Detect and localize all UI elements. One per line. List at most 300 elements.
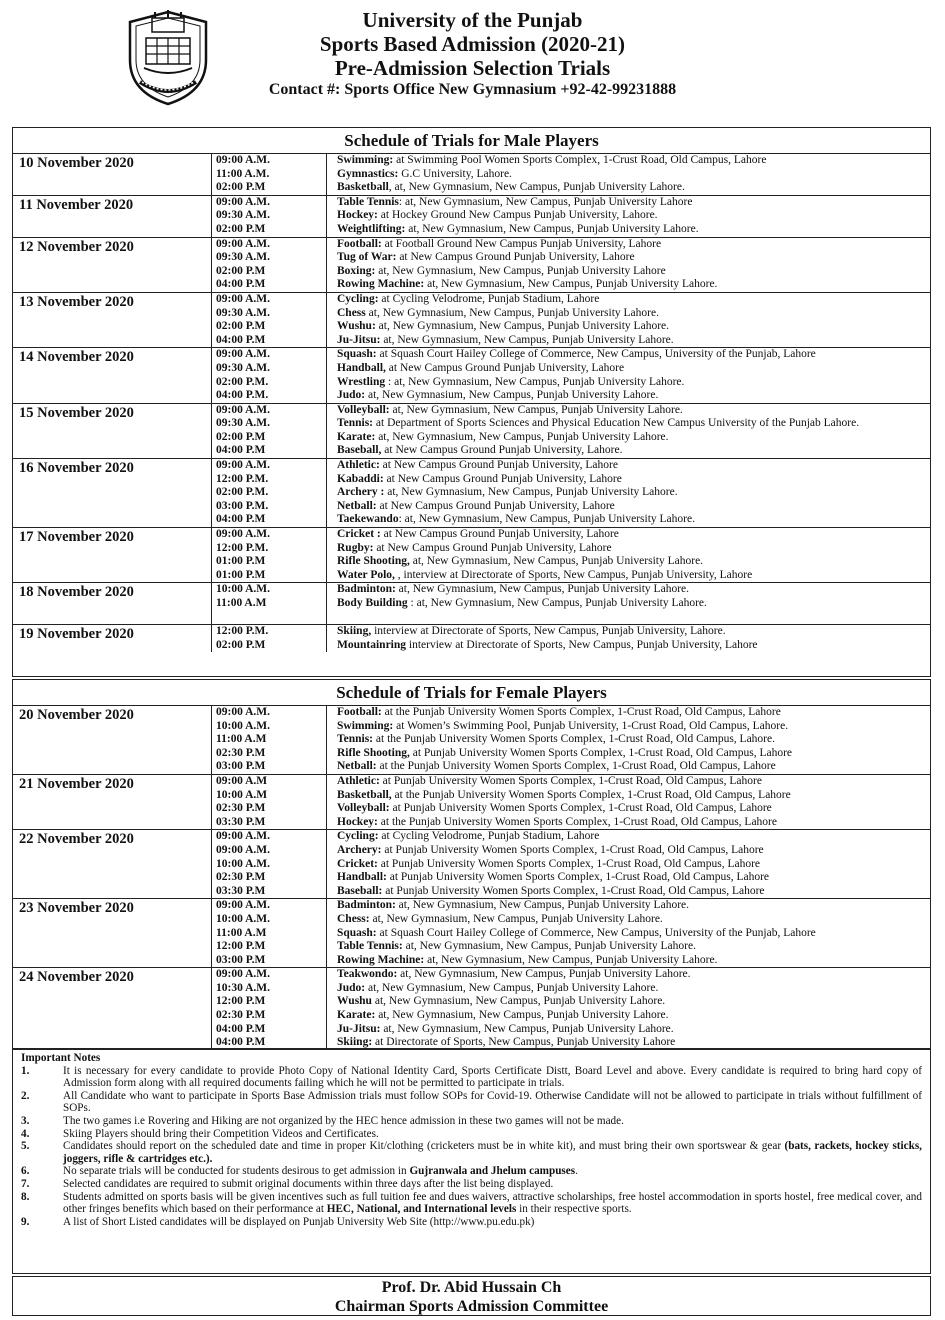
trial-activity — [337, 597, 930, 611]
schedule-day-row — [13, 899, 930, 968]
sport-name: Baseball: — [337, 884, 383, 897]
trial-times — [212, 154, 327, 195]
sport-name: Handball: — [337, 871, 387, 884]
trial-time: 09:00 A.M. — [216, 403, 270, 416]
sport-name: Judo: — [337, 389, 366, 402]
trial-activity — [337, 858, 930, 872]
venue-detail: at, New Gymnasium, New Campus, Punjab University Lahore. — [395, 899, 689, 912]
trial-time: 09:00 A.M. — [216, 843, 270, 856]
trial-activity — [337, 417, 930, 431]
trial-date: 21 November 2020 — [13, 774, 212, 829]
trial-time: 09:30 A.M. — [216, 251, 270, 264]
schedule-day-row — [13, 774, 930, 829]
notes-title: Important Notes — [21, 1052, 101, 1064]
venue-detail: at New Campus Ground Punjab University, Lahore — [376, 499, 615, 512]
trial-date: 23 November 2020 — [13, 899, 212, 968]
venue-detail: at, New Gymnasium, New Campus, Punjab University Lahore. — [380, 333, 674, 346]
trial-date: 17 November 2020 — [13, 528, 212, 583]
trial-activity — [337, 473, 930, 487]
trial-activity — [337, 789, 930, 803]
schedule-day-row — [13, 348, 930, 403]
venue-detail: at Directorate of Sports, New Campus, Punjab University Lahore — [372, 1036, 676, 1049]
venue-detail: at Department of Sports Sciences and Physical Education New Campus University of the Punjab Lahore. — [373, 417, 860, 430]
trial-activity — [337, 376, 930, 390]
trials-title: Pre-Admission Selection Trials — [334, 56, 611, 80]
trial-time: 09:00 A.M. — [216, 348, 270, 361]
note-body: Selected candidates are required to submit original documents within three days after the list being displayed. — [63, 1177, 554, 1190]
trial-date: 19 November 2020 — [13, 625, 212, 653]
trial-activities — [327, 348, 931, 403]
sport-name: Table Tennis — [337, 195, 399, 208]
trial-time: 09:00 A.M. — [216, 706, 270, 718]
trial-activity — [337, 871, 930, 885]
trial-time: 02:00 P.M. — [216, 375, 269, 388]
note-item — [21, 1115, 922, 1128]
trial-time: 02:30 P.M — [216, 746, 266, 759]
trial-activity — [337, 444, 930, 458]
trial-time: 09:00 A.M — [216, 774, 268, 787]
document-header — [0, 0, 945, 120]
admission-title: Sports Based Admission (2020-21) — [319, 32, 626, 56]
trial-activity — [337, 209, 930, 223]
schedule-day-row — [13, 195, 930, 237]
trial-activities — [327, 292, 931, 347]
venue-detail: : at, New Gymnasium, New Campus, Punjab University Lahore. — [407, 597, 707, 609]
trial-time: 10:00 A.M. — [216, 912, 270, 925]
note-number: 6. — [21, 1165, 30, 1178]
sport-name: Athletic: — [337, 774, 380, 787]
trial-date: 18 November 2020 — [13, 583, 212, 625]
venue-detail: at, New Gymnasium, New Campus, Punjab University Lahore. — [375, 320, 669, 333]
trial-date: 10 November 2020 — [13, 154, 212, 195]
trial-time: 09:00 A.M. — [216, 968, 270, 981]
venue-detail: at, New Gymnasium, New Campus, Punjab University Lahore. — [409, 555, 704, 568]
trial-time: 02:00 P.M — [216, 430, 266, 443]
trial-activity — [337, 181, 930, 195]
venue-detail: at, New Gymnasium, New Campus, Punjab University Lahore. — [405, 222, 699, 235]
trial-times — [212, 237, 327, 292]
schedule-day-row — [13, 528, 930, 583]
trial-activity — [337, 528, 930, 542]
venue-detail: at Punjab University Women Sports Complex, 1-Crust Road, Old Campus, Lahore — [382, 884, 765, 897]
sport-name: Handball, — [337, 361, 386, 374]
trial-time: 09:30 A.M. — [216, 209, 270, 222]
venue-detail: at, New Gymnasium, New Campus, Punjab University Lahore — [375, 264, 666, 277]
trial-activity — [337, 348, 930, 362]
venue-detail: at New Campus Ground Punjab University, Lahore — [380, 528, 619, 541]
trial-time: 09:00 A.M. — [216, 292, 270, 305]
note-body: No separate trials will be conducted for students desirous to get admission in — [63, 1165, 410, 1178]
sport-name: Volleyball: — [337, 802, 390, 815]
trial-time: 04:00 P.M — [216, 278, 266, 291]
sport-name: Badminton: — [337, 583, 396, 596]
trial-activity — [337, 569, 930, 583]
trial-time: 03:00 P.M — [216, 953, 266, 966]
sport-name: Gymnastics: — [337, 167, 399, 180]
trial-date: 12 November 2020 — [13, 237, 212, 292]
trial-activity — [337, 899, 930, 913]
sport-name: Netball: — [337, 760, 377, 773]
venue-detail: at Cycling Velodrome, Punjab Stadium, Lahore — [378, 830, 600, 843]
sport-name: Skiing, — [337, 625, 372, 638]
venue-detail: : at, New Gymnasium, New Campus, Punjab University Lahore. — [385, 375, 685, 388]
trial-activities — [327, 237, 931, 292]
schedule-day-row — [13, 830, 930, 899]
sport-name: Skiing: — [337, 1036, 373, 1049]
trial-date: 15 November 2020 — [13, 403, 212, 458]
important-notes-section — [12, 1049, 931, 1274]
trial-time: 02:00 P.M — [216, 320, 266, 333]
sport-name: Netball: — [337, 499, 377, 512]
trial-activity — [337, 251, 930, 265]
venue-detail: G.C University, Lahore. — [398, 167, 512, 180]
trial-activities — [327, 899, 931, 968]
signatory-designation: Chairman Sports Admission Committee — [334, 1298, 609, 1315]
note-item — [21, 1090, 922, 1115]
trial-activity — [337, 486, 930, 500]
venue-detail: , interview at Directorate of Sports, New Campus, Punjab University, Lahore — [394, 568, 753, 581]
venue-detail: at, New Gymnasium, New Campus, Punjab University Lahore. — [402, 940, 696, 953]
trial-time: 01:00 P.M — [216, 568, 266, 581]
venue-detail: at Cycling Velodrome, Punjab Stadium, Lahore — [378, 292, 600, 305]
note-number: 5. — [21, 1140, 30, 1153]
sport-name: Squash: — [337, 348, 377, 361]
venue-detail: : at, New Gymnasium, New Campus, Punjab University Lahore — [398, 195, 693, 208]
trial-times — [212, 625, 327, 653]
trial-time: 09:00 A.M. — [216, 459, 270, 472]
sport-name: Volleyball: — [337, 403, 390, 416]
trial-time: 04:00 P.M — [216, 444, 266, 457]
venue-detail: at, New Gymnasium, New Campus, Punjab University Lahore. — [380, 1022, 674, 1035]
sport-name: Weightlifting: — [337, 222, 406, 235]
trial-activity — [337, 954, 930, 968]
note-item — [21, 1140, 922, 1165]
note-text — [63, 1178, 922, 1191]
venue-detail: at, New Gymnasium, New Campus, Punjab University Lahore. — [375, 1009, 669, 1022]
trial-time: 09:00 A.M. — [216, 528, 270, 541]
sport-name: Rifle Shooting, — [337, 555, 410, 568]
note-number: 3. — [21, 1114, 30, 1127]
male-schedule-title: Schedule of Trials for Male Players — [13, 128, 930, 154]
trial-activity — [337, 760, 930, 774]
trial-time: 09:00 A.M. — [216, 195, 270, 208]
note-number: 4. — [21, 1127, 30, 1140]
trial-activity — [337, 431, 930, 445]
trial-activity — [337, 362, 930, 376]
sport-name: Body Building — [337, 597, 408, 609]
trial-times — [212, 583, 327, 625]
sport-name: Squash: — [337, 926, 377, 939]
venue-detail: at Swimming Pool Women Sports Complex, 1-Crust Road, Old Campus, Lahore — [393, 154, 767, 166]
venue-detail: at the Punjab University Women Sports Complex, 1-Crust Road, Old Campus, Lahore. — [373, 733, 775, 746]
note-number: 8. — [21, 1190, 30, 1203]
trial-activity — [337, 513, 930, 527]
note-tail: . — [575, 1165, 578, 1178]
note-text — [63, 1090, 922, 1115]
venue-detail: : at, New Gymnasium, New Campus, Punjab University Lahore. — [398, 513, 695, 526]
trial-activities — [327, 403, 931, 458]
trial-time: 03:30 P.M — [216, 815, 266, 828]
venue-detail: at Hockey Ground New Campus Punjab University, Lahore. — [377, 209, 658, 222]
sport-name: Boxing: — [337, 264, 376, 277]
venue-detail: at, New Gymnasium, New Campus, Punjab University Lahore. — [365, 306, 659, 319]
trial-activity — [337, 1036, 930, 1050]
sport-name: Tennis: — [337, 417, 374, 430]
contact-line: Contact #: Sports Office New Gymnasium +92-42-99231888 — [268, 81, 677, 98]
trial-activity — [337, 389, 930, 403]
venue-detail: at New Campus Ground Punjab University, Lahore — [379, 459, 618, 472]
trial-time: 04:00 P.M. — [216, 389, 269, 402]
trial-time: 02:30 P.M — [216, 871, 266, 884]
sport-name: Mountainring — [337, 638, 407, 651]
trial-time: 02:30 P.M — [216, 1009, 266, 1022]
trial-time: 04:00 P.M — [216, 333, 266, 346]
trial-activity — [337, 238, 930, 252]
trial-times — [212, 706, 327, 774]
sport-name: Tug of War: — [337, 251, 397, 264]
sport-name: Teakwondo: — [337, 968, 398, 981]
venue-detail: at Punjab University Women Sports Complex, 1-Crust Road, Old Campus, Lahore — [381, 843, 764, 856]
trial-time: 04:00 P.M — [216, 513, 266, 526]
trial-time: 12:00 P.M — [216, 995, 266, 1008]
trial-activity — [337, 747, 930, 761]
sport-name: Swimming: — [337, 719, 394, 732]
trial-activity — [337, 995, 930, 1009]
female-schedule-table — [13, 706, 930, 1050]
sport-name: Baseball, — [337, 444, 382, 457]
trial-times — [212, 459, 327, 528]
venue-detail: at the Punjab University Women Sports Complex, 1-Crust Road, Old Campus, Lahore — [376, 760, 776, 773]
venue-detail: at the Punjab University Women Sports Complex, 1-Crust Road, Old Campus, Lahore — [391, 788, 791, 801]
sport-name: Swimming: — [337, 154, 394, 166]
schedule-day-row — [13, 403, 930, 458]
venue-detail: at, New Gymnasium, New Campus, Punjab University Lahore. — [424, 278, 718, 291]
schedule-day-row — [13, 968, 930, 1050]
sport-name: Basketball — [337, 181, 389, 194]
venue-detail: at New Campus Ground Punjab University, Lahore — [373, 541, 612, 554]
sport-name: Karate: — [337, 430, 376, 443]
trial-times — [212, 774, 327, 829]
trial-activity — [337, 775, 930, 789]
trial-activity — [337, 223, 930, 237]
venue-detail: at Punjab University Women Sports Complex, 1-Crust Road, Old Campus, Lahore — [379, 774, 762, 787]
note-body: It is necessary for every candidate to provide Photo Copy of National Identity Card, Sports Certificate Distt, Board Level and above. Every candidate is required to bring hard copy of Admission form along with all required documents failing which he will not be permitted to participate in trials. — [63, 1064, 922, 1090]
trial-date: 13 November 2020 — [13, 292, 212, 347]
trial-date: 11 November 2020 — [13, 195, 212, 237]
venue-detail: at Squash Court Hailey College of Commerce, New Campus, University of the Punjab, Lahore — [376, 348, 816, 361]
sport-name: Football: — [337, 237, 382, 250]
trial-activities — [327, 625, 931, 653]
venue-detail: at, New Gymnasium, New Campus, Punjab University Lahore. — [375, 430, 669, 443]
trial-time: 09:00 A.M. — [216, 899, 270, 912]
trial-time: 09:00 A.M. — [216, 830, 270, 843]
trial-activity — [337, 706, 930, 720]
sport-name: Archery : — [337, 486, 385, 499]
university-name: University of the Punjab — [362, 8, 583, 32]
signature-block — [12, 1276, 931, 1316]
female-schedule-section — [12, 679, 931, 1049]
trial-activity — [337, 968, 930, 982]
trial-times — [212, 899, 327, 968]
sport-name: Wushu — [337, 995, 372, 1008]
trial-activity — [337, 542, 930, 556]
trial-time: 02:00 P.M — [216, 222, 266, 235]
schedule-day-row — [13, 237, 930, 292]
sport-name: Kabaddi: — [337, 472, 384, 485]
venue-detail: at, New Gymnasium, New Campus, Punjab University Lahore. — [384, 486, 678, 499]
trial-activity — [337, 830, 930, 844]
trial-time: 02:00 P.M — [216, 264, 266, 277]
note-text — [63, 1216, 922, 1229]
trial-time: 11:00 A.M — [216, 733, 267, 746]
trial-activity — [337, 404, 930, 418]
sport-name: Basketball, — [337, 788, 392, 801]
note-number: 9. — [21, 1215, 30, 1228]
note-highlight: HEC, National, and International levels — [326, 1203, 517, 1216]
trial-activity — [337, 885, 930, 899]
note-tail: in their respective sports. — [516, 1203, 632, 1216]
trial-time: 10:00 A.M. — [216, 583, 270, 596]
trial-time: 09:30 A.M. — [216, 306, 270, 319]
male-schedule-section — [12, 127, 931, 677]
note-item — [21, 1216, 922, 1229]
note-body: A list of Short Listed candidates will be displayed on Punjab University Web Site (http://www.pu.edu.pk) — [63, 1215, 535, 1228]
trial-time: 10:00 A.M — [216, 788, 268, 801]
trial-date: 20 November 2020 — [13, 706, 212, 774]
trial-time: 09:00 A.M. — [216, 237, 270, 250]
note-text — [63, 1140, 922, 1165]
trial-times — [212, 348, 327, 403]
note-body: Candidates should report on the scheduled date and time in proper Kit/clothing (cricketers must be in white kit), and must bring their own sportswear & gear — [63, 1140, 785, 1153]
trial-activities — [327, 583, 931, 625]
schedule-day-row — [13, 459, 930, 528]
trial-activities — [327, 706, 931, 774]
note-highlight: Gujranwala and Jhelum campuses — [409, 1165, 576, 1178]
schedule-day-row — [13, 583, 930, 625]
trial-date: 16 November 2020 — [13, 459, 212, 528]
trial-activity — [337, 320, 930, 334]
note-number: 7. — [21, 1177, 30, 1190]
sport-name: Hockey: — [337, 815, 378, 828]
signatory-name: Prof. Dr. Abid Hussain Ch — [381, 1279, 562, 1296]
trial-time: 09:30 A.M. — [216, 417, 270, 430]
venue-detail: at New Campus Ground Punjab University, Lahore — [396, 251, 635, 264]
venue-detail: at, New Gymnasium, New Campus, Punjab University Lahore. — [365, 389, 659, 402]
venue-detail: at, New Gymnasium, New Campus, Punjab University Lahore. — [369, 912, 663, 925]
sport-name: Rugby: — [337, 541, 374, 554]
trial-time: 02:00 P.M — [216, 638, 266, 651]
sport-name: Cricket: — [337, 857, 378, 870]
venue-detail: at Punjab University Women Sports Complex, 1-Crust Road, Old Campus, Lahore — [409, 746, 793, 759]
trial-time: 10:00 A.M. — [216, 719, 270, 732]
note-body: All Candidate who want to participate in Sports Base Admission trials must follow SOPs for Covid-19. Otherwise Candidate will not be allowed to participate in trials without fulfillment of SOPs. — [63, 1089, 922, 1115]
trial-activity — [337, 500, 930, 514]
venue-detail: at, New Gymnasium, New Campus, Punjab University Lahore. — [365, 981, 659, 994]
trial-time: 03:30 P.M — [216, 884, 266, 897]
trial-activities — [327, 774, 931, 829]
trial-time: 04:00 P.M — [216, 1022, 266, 1035]
venue-detail: at Punjab University Women Sports Complex, 1-Crust Road, Old Campus, Lahore — [377, 857, 761, 870]
trial-time: 09:00 A.M. — [216, 154, 270, 166]
sport-name: Tennis: — [337, 733, 374, 746]
venue-detail: at New Campus Ground Punjab University, Lahore — [383, 472, 622, 485]
trial-time: 03:00 P.M. — [216, 499, 269, 512]
trial-activity — [337, 334, 930, 348]
trial-time: 02:00 P.M. — [216, 486, 269, 499]
trial-time: 12:00 P.M — [216, 940, 266, 953]
trial-activity — [337, 639, 930, 653]
note-item — [21, 1128, 922, 1141]
note-number: 1. — [21, 1064, 30, 1077]
venue-detail: at Squash Court Hailey College of Commerce, New Campus, University of the Punjab, Lahore — [376, 926, 816, 939]
schedule-day-row — [13, 625, 930, 653]
venue-detail: interview at Directorate of Sports, New Campus, Punjab University, Lahore. — [371, 625, 726, 638]
trial-activity — [337, 307, 930, 321]
sport-name: Athletic: — [337, 459, 380, 472]
trial-times — [212, 830, 327, 899]
note-body: The two games i.e Rovering and Hiking are not organized by the HEC hence admission in these two games will not be made. — [63, 1114, 624, 1127]
trial-time: 04:00 P.M — [216, 1036, 266, 1049]
trial-time — [216, 611, 326, 625]
venue-detail: at, New Gymnasium, New Campus, Punjab University Lahore. — [424, 953, 718, 966]
trial-activities — [327, 830, 931, 899]
trial-time: 11:00 A.M — [216, 597, 267, 609]
trial-time: 03:00 P.M — [216, 760, 266, 773]
sport-name: Rowing Machine: — [337, 278, 425, 291]
venue-detail: at, New Gymnasium, New Campus, Punjab University Lahore. — [371, 995, 666, 1008]
trial-activity — [337, 720, 930, 734]
trial-time: 11:00 A.M. — [216, 167, 270, 180]
trial-activity — [337, 913, 930, 927]
trial-activity — [337, 844, 930, 858]
trial-activity — [337, 1023, 930, 1037]
trial-activity — [337, 940, 930, 954]
venue-detail: at, New Gymnasium, New Campus, Punjab University Lahore. — [397, 968, 691, 981]
sport-name: Archery: — [337, 843, 382, 856]
trial-times — [212, 528, 327, 583]
trial-activity — [337, 625, 930, 639]
note-item — [21, 1065, 922, 1090]
sport-name: Ju-Jitsu: — [337, 1022, 381, 1035]
trial-activity — [337, 293, 930, 307]
trial-activity — [337, 1009, 930, 1023]
venue-detail: at Punjab University Women Sports Complex, 1-Crust Road, Old Campus, Lahore — [386, 871, 770, 884]
male-schedule-table — [13, 154, 930, 652]
note-text — [63, 1128, 922, 1141]
trial-date: 14 November 2020 — [13, 348, 212, 403]
note-number: 2. — [21, 1089, 30, 1102]
sport-name: Football: — [337, 706, 382, 718]
trial-activity — [337, 583, 930, 597]
sport-name: Chess — [337, 306, 366, 319]
venue-detail: at New Campus Ground Punjab University, Lahore. — [381, 444, 623, 457]
trial-time: 12:00 P.M. — [216, 625, 269, 638]
trial-time: 02:30 P.M — [216, 802, 266, 815]
schedule-day-row — [13, 706, 930, 774]
venue-detail: at Women’s Swimming Pool, Punjab University, 1-Crust Road, Old Campus, Lahore. — [393, 719, 789, 732]
trial-activities — [327, 195, 931, 237]
venue-detail: at New Campus Ground Punjab University, Lahore — [385, 361, 625, 374]
notes-list — [21, 1065, 922, 1229]
trial-activities — [327, 459, 931, 528]
note-item — [21, 1178, 922, 1191]
trial-time: 12:00 P.M. — [216, 472, 269, 485]
venue-detail: at Punjab University Women Sports Complex, 1-Crust Road, Old Campus, Lahore — [389, 802, 772, 815]
trial-activities — [327, 154, 931, 195]
trial-time: 10:30 A.M. — [216, 981, 270, 994]
venue-detail: interview at Directorate of Sports, New Campus, Punjab University, Lahore — [406, 638, 758, 651]
venue-detail: at the Punjab University Women Sports Complex, 1-Crust Road, Old Campus, Lahore — [381, 706, 781, 718]
